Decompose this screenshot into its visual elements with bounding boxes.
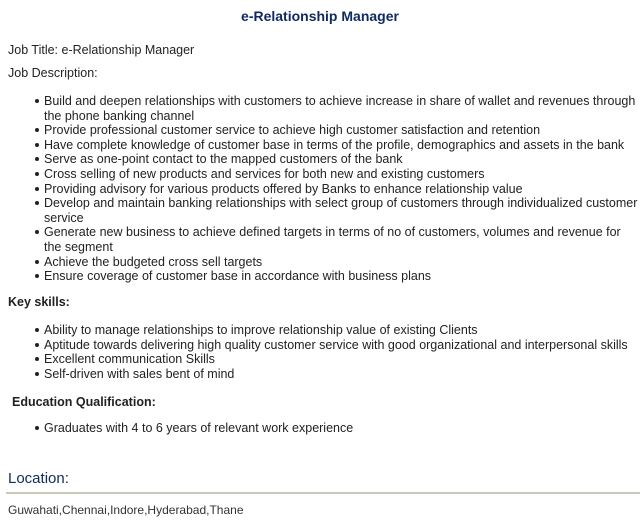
education-list — [34, 421, 638, 436]
location-list: Guwahati,Chennai,Indore,Hyderabad,Thane — [8, 503, 244, 517]
list-item: Serve as one-point contact to the mapped customers of the bank — [34, 152, 638, 167]
list-item: Excellent communication Skills — [34, 352, 638, 367]
key-skills-list — [34, 323, 638, 381]
list-item: Graduates with 4 to 6 years of relevant work experience — [34, 421, 638, 436]
job-description-list — [34, 94, 638, 284]
list-item: Providing advisory for various products offered by Banks to enhance relationship value — [34, 182, 638, 197]
list-item: Generate new business to achieve defined targets in terms of no of customers, volumes and revenue for the segment — [34, 225, 638, 254]
key-skills-heading: Key skills: — [8, 295, 70, 309]
list-item: Develop and maintain banking relationships with select group of customers through individualized customer service — [34, 196, 638, 225]
education-heading: Education Qualification: — [12, 395, 156, 409]
page-title: e-Relationship Manager — [241, 8, 399, 24]
list-item: Cross selling of new products and services for both new and existing customers — [34, 167, 638, 182]
list-item: Self-driven with sales bent of mind — [34, 367, 638, 382]
list-item: Ability to manage relationships to improve relationship value of existing Clients — [34, 323, 638, 338]
list-item: Ensure coverage of customer base in accordance with business plans — [34, 269, 638, 284]
list-item: Aptitude towards delivering high quality customer service with good organizational and interpersonal skills — [34, 338, 638, 353]
job-description-heading: Job Description: — [8, 66, 98, 80]
list-item: Build and deepen relationships with customers to achieve increase in share of wallet and revenues through the phone banking channel — [34, 94, 638, 123]
job-title: Job Title: e-Relationship Manager — [8, 43, 195, 57]
divider — [6, 492, 640, 494]
list-item: Achieve the budgeted cross sell targets — [34, 255, 638, 270]
list-item: Have complete knowledge of customer base in terms of the profile, demographics and assets in the bank — [34, 138, 638, 153]
location-heading: Location: — [8, 470, 69, 487]
list-item: Provide professional customer service to achieve high customer satisfaction and retention — [34, 123, 638, 138]
